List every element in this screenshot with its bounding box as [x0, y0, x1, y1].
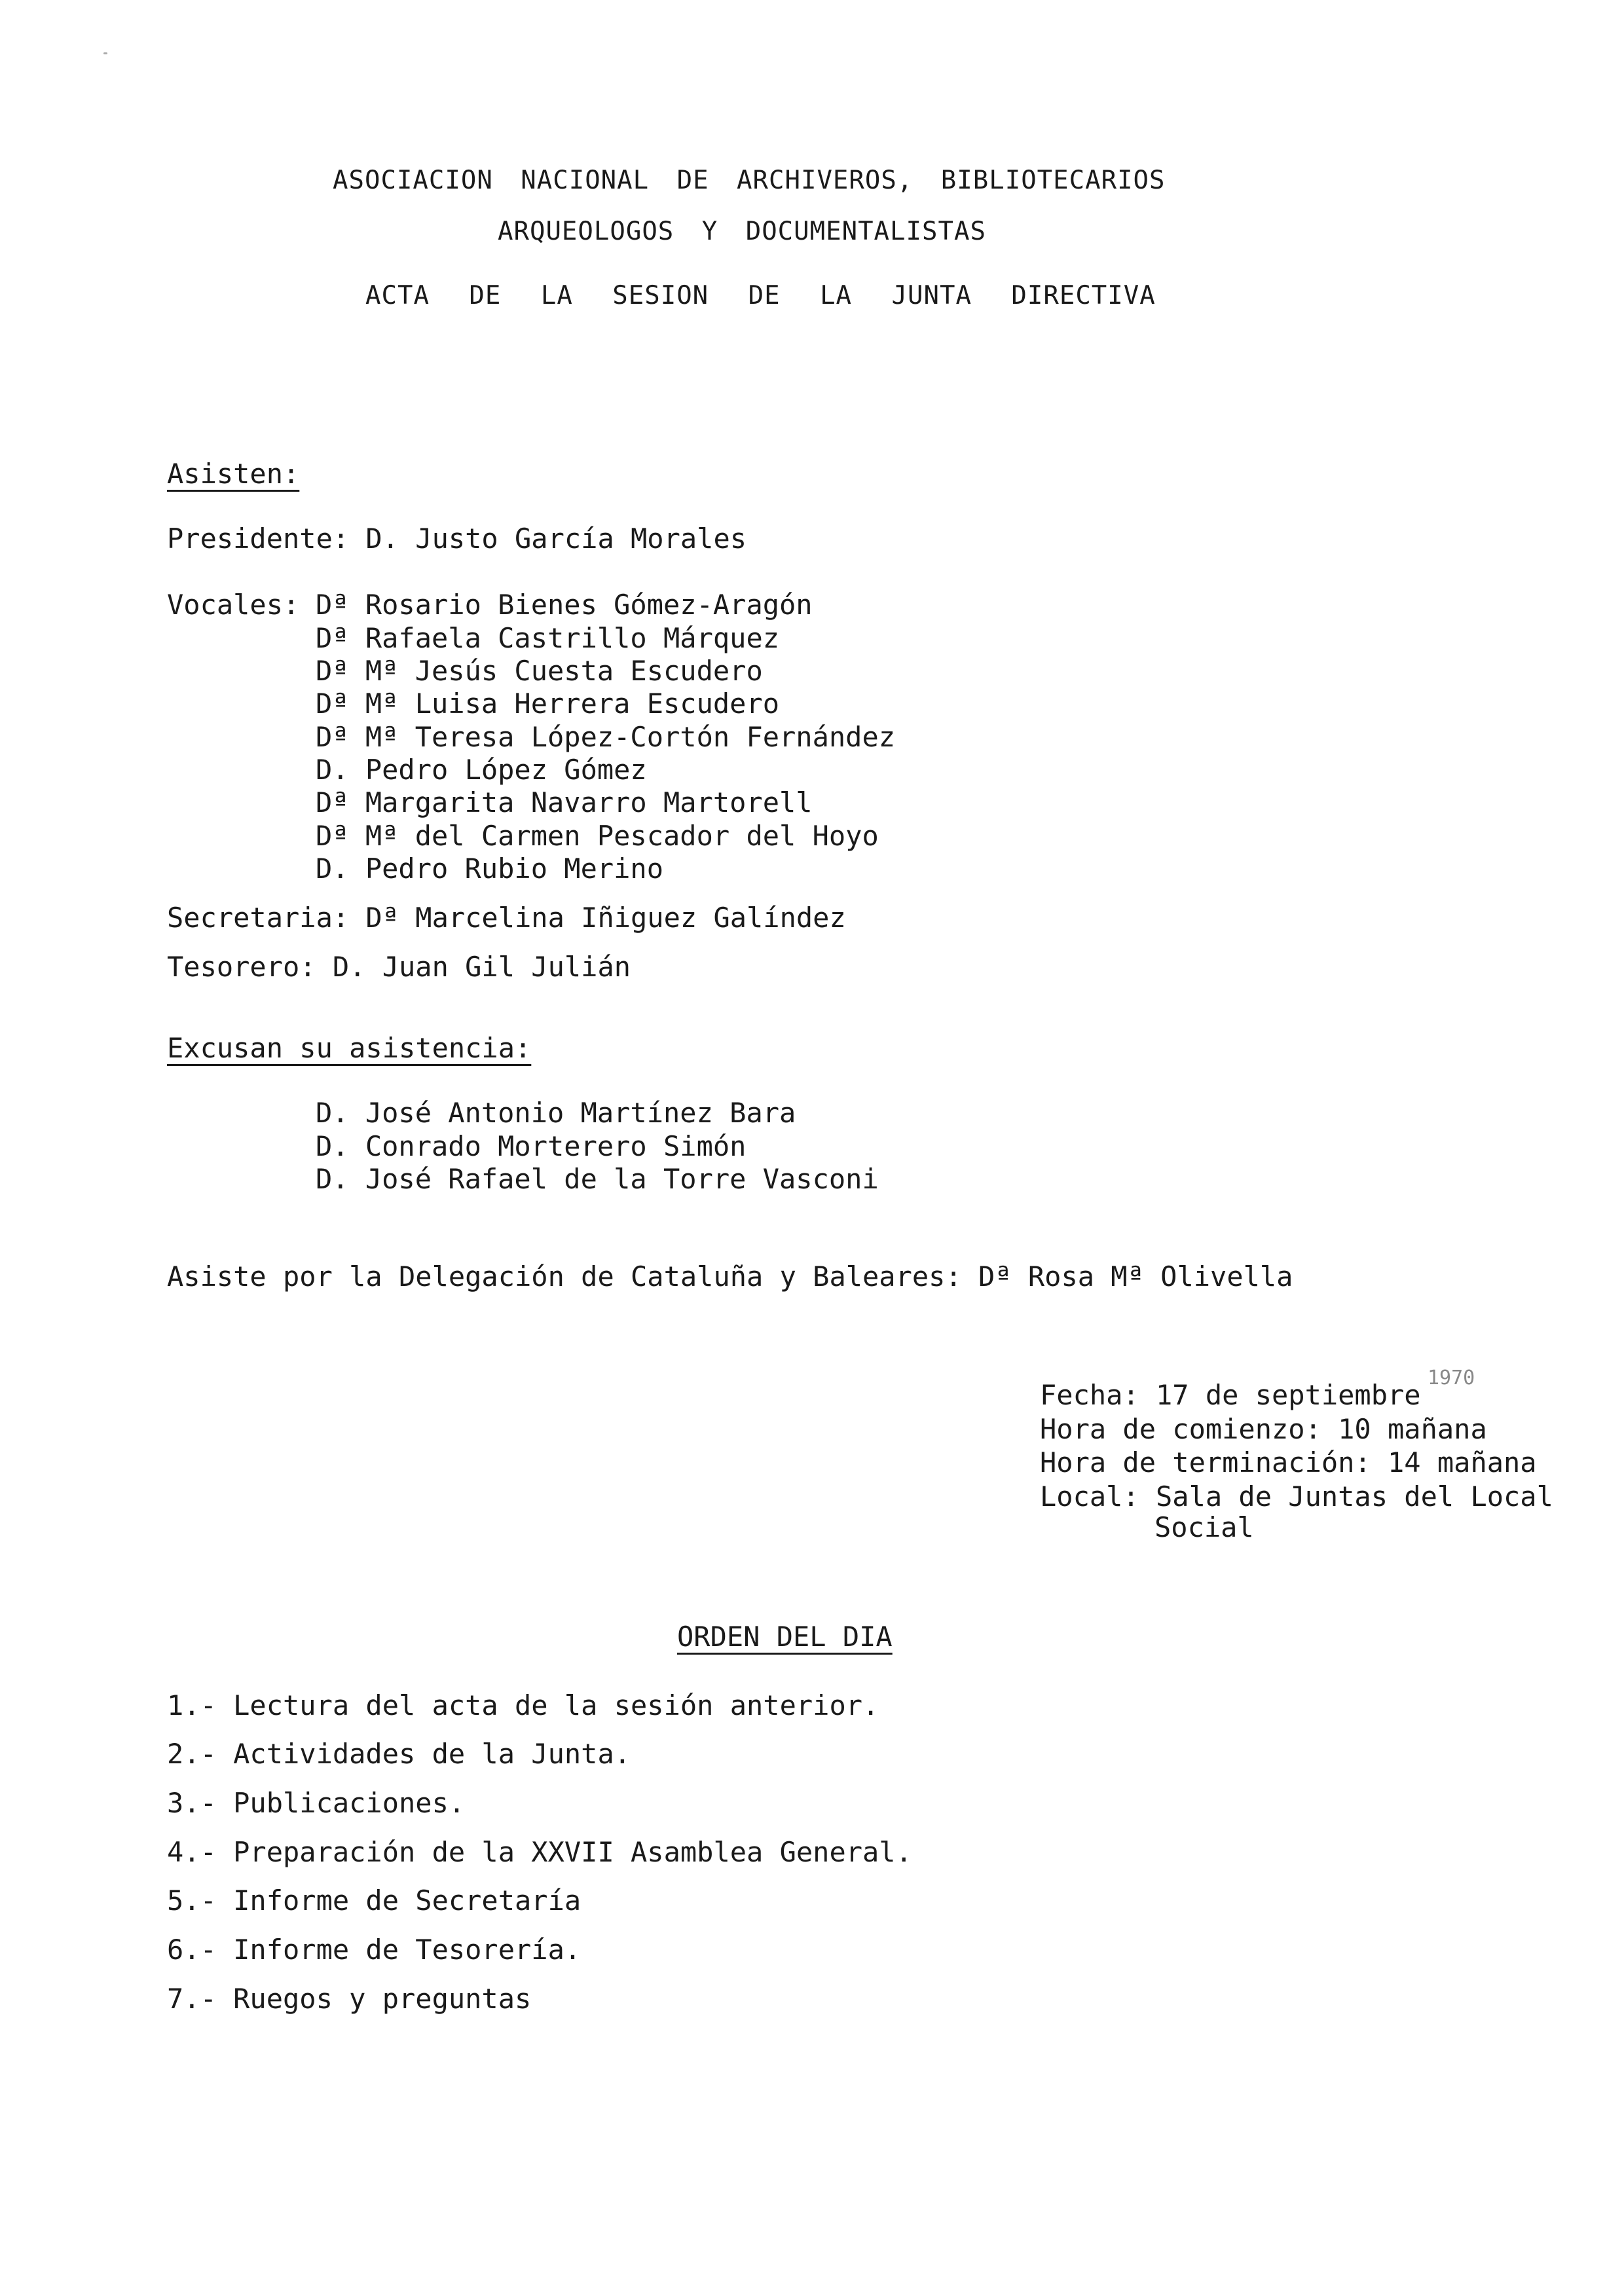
delegacion-line: Asiste por la Delegación de Cataluña y Baleares: Dª Rosa Mª Olivella	[167, 1260, 1293, 1293]
vocal-item: D. Pedro López Gómez	[316, 754, 647, 786]
excusan-heading: Excusan su asistencia:	[167, 1032, 532, 1064]
vocales-label: Vocales:	[167, 589, 300, 621]
vocal-item: Dª Mª Teresa López-Cortón Fernández	[316, 721, 896, 753]
orden-item: 7.- Ruegos y preguntas	[167, 1983, 532, 2015]
asisten-heading: Asisten:	[167, 458, 300, 490]
orden-item: 3.- Publicaciones.	[167, 1787, 466, 1819]
excusan-item: D. José Antonio Martínez Bara	[316, 1097, 796, 1129]
vocal-item: Dª Mª del Carmen Pescador del Hoyo	[316, 820, 879, 852]
presidente-line: Presidente: D. Justo García Morales	[167, 523, 747, 555]
orden-item: 5.- Informe de Secretaría	[167, 1884, 581, 1917]
excusan-item: D. José Rafael de la Torre Vasconi	[316, 1163, 879, 1195]
header-line-2: ARQUEOLOGOS Y DOCUMENTALISTAS	[498, 217, 986, 246]
local-cont-line: Social	[1154, 1511, 1254, 1543]
hora-comienzo-line: Hora de comienzo: 10 mañana	[1040, 1413, 1487, 1445]
orden-item: 1.- Lectura del acta de la sesión anterior.	[167, 1689, 879, 1721]
local-line: Local: Sala de Juntas del Local	[1040, 1480, 1553, 1513]
orden-item: 2.- Actividades de la Junta.	[167, 1738, 631, 1770]
secretaria-line: Secretaria: Dª Marcelina Iñiguez Galíndez	[167, 902, 846, 934]
fecha-stamp: 1970	[1428, 1367, 1475, 1389]
vocal-item: D. Pedro Rubio Merino	[316, 853, 664, 885]
vocal-item: Dª Mª Luisa Herrera Escudero	[316, 688, 780, 720]
vocal-item: Dª Rafaela Castrillo Márquez	[316, 622, 780, 654]
orden-heading: ORDEN DEL DIA	[677, 1621, 893, 1653]
vocal-item: Dª Mª Jesús Cuesta Escudero	[316, 655, 763, 687]
vocal-item: Dª Rosario Bienes Gómez-Aragón	[316, 589, 813, 621]
header-line-1: ASOCIACION NACIONAL DE ARCHIVEROS, BIBLIOTECARIOS	[333, 166, 1166, 195]
hora-terminacion-line: Hora de terminación: 14 mañana	[1040, 1446, 1537, 1478]
fecha-line: Fecha: 17 de septiembre	[1040, 1379, 1421, 1411]
vocal-item: Dª Margarita Navarro Martorell	[316, 786, 813, 818]
header-line-3: ACTA DE LA SESION DE LA JUNTA DIRECTIVA	[365, 281, 1156, 310]
tesorero-line: Tesorero: D. Juan Gil Julián	[167, 951, 631, 983]
excusan-item: D. Conrado Morterero Simón	[316, 1130, 747, 1162]
orden-item: 4.- Preparación de la XXVII Asamblea General.	[167, 1836, 912, 1868]
scan-speck	[103, 52, 107, 54]
orden-item: 6.- Informe de Tesorería.	[167, 1934, 581, 1966]
